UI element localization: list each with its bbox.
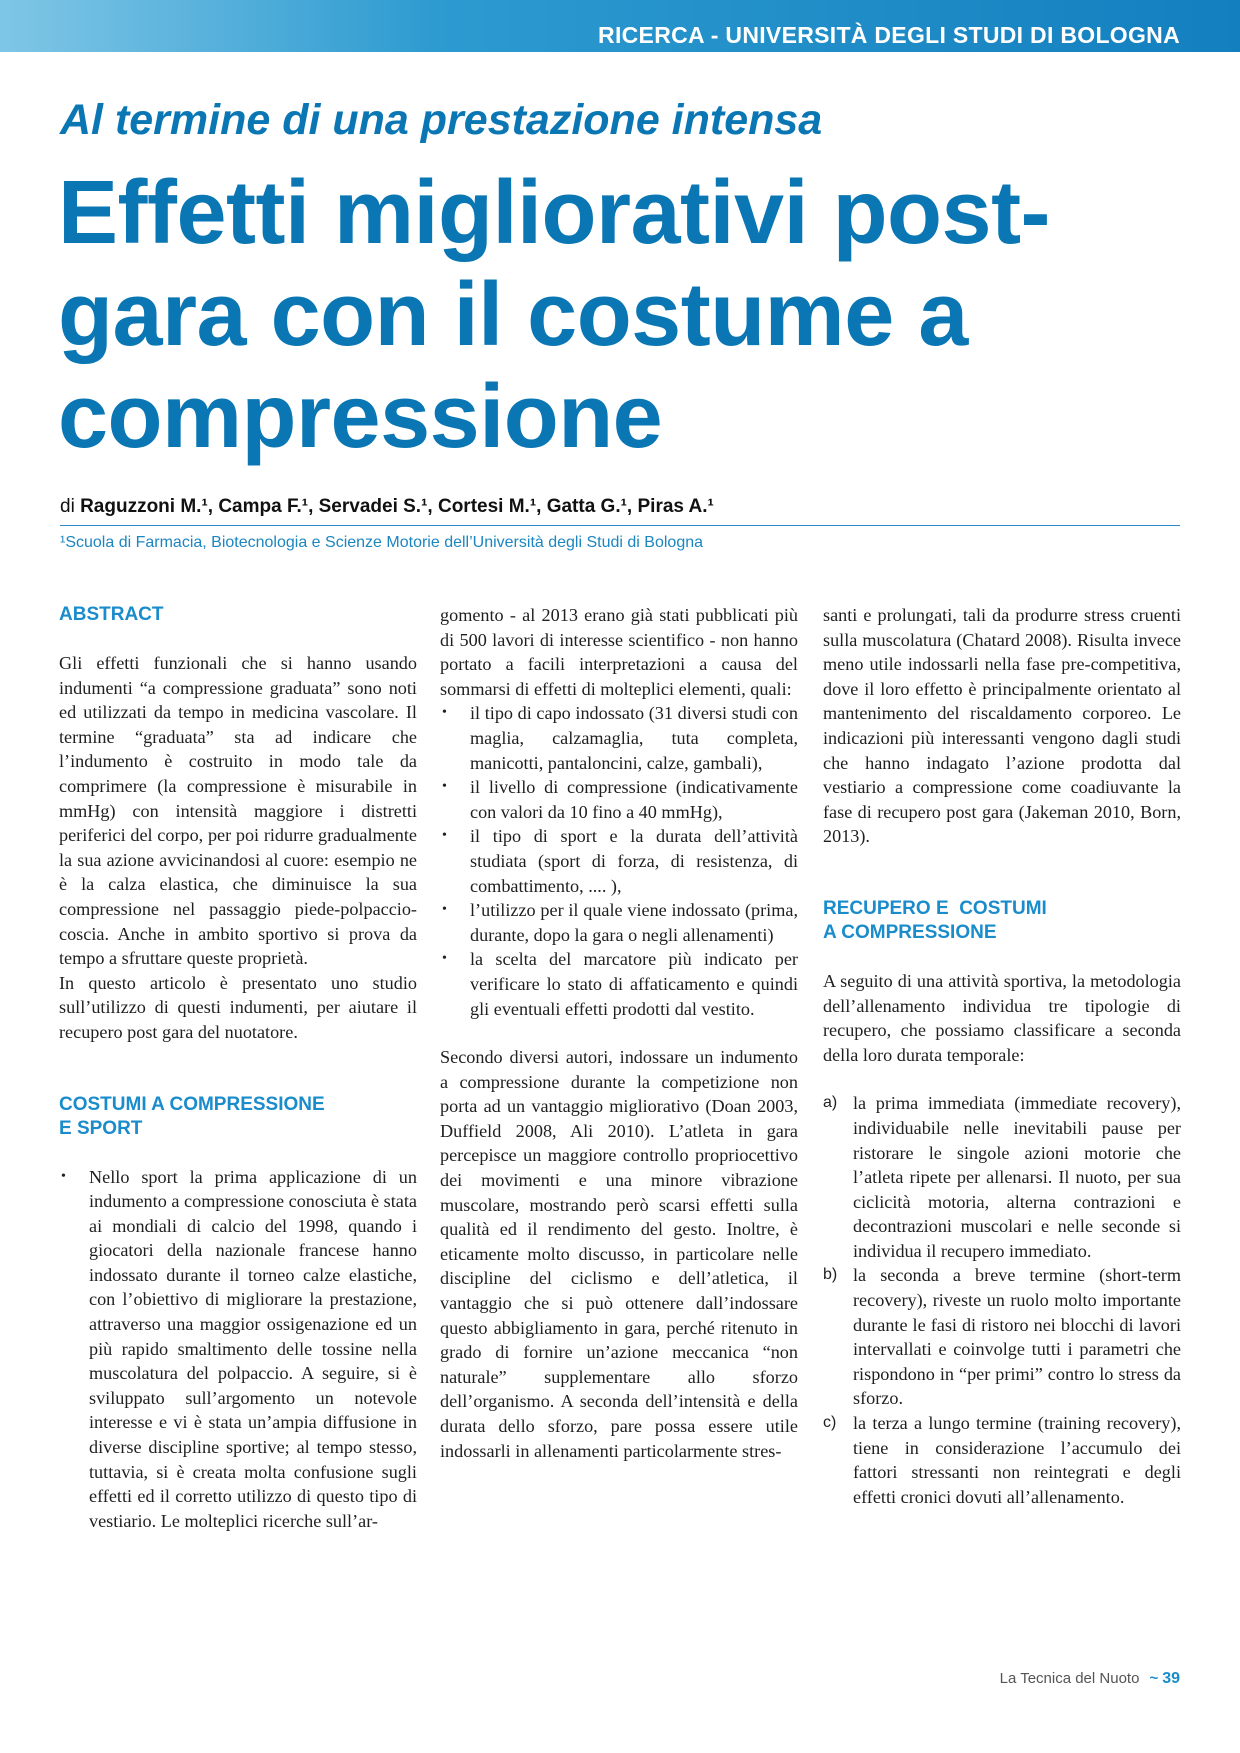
article-kicker: Al termine di una prestazione intensa	[60, 96, 823, 144]
author-byline	[60, 496, 1180, 526]
column-3-paragraph-2: A seguito di una attività sportiva, la metodologia dell’allenamento individua tre tipologie di recupero, che possiamo classificare a seconda della loro durata temporale:	[823, 970, 1181, 1065]
list-item	[823, 1091, 1181, 1263]
section-heading-line-2: A COMPRESSIONE	[823, 921, 997, 943]
list-marker: b)	[823, 1266, 838, 1284]
column-3	[823, 603, 1181, 1509]
publication-name: La Tecnica del Nuoto	[999, 1670, 1140, 1687]
column-2	[440, 603, 798, 1463]
section-heading-recovery	[823, 897, 1181, 945]
abstract-paragraph-2: In questo articolo è presentato uno studio sull’utilizzo di questi indumenti, per aiutare il recupero post gara del nuotatore.	[59, 972, 417, 1042]
list-item-text: la prima immediata (immediate recovery), individuabile nelle inevitabili pause per ristorare le singole azioni motorie che l’atleta ripete per allenarsi. Il nuoto, per sua ciclicità motoria, alterna contrazioni e decontrazioni muscolari e nelle seconde si individua il recupero immediato.	[853, 1093, 1181, 1261]
page-footer	[1000, 1670, 1180, 1688]
column-2-intro: gomento - al 2013 erano già stati pubblicati più di 500 lavori di interesse scientifico - non hanno portato a facili interpretazioni a causa del sommarsi di effetti di molteplici elementi, quali:	[440, 605, 798, 699]
section-heading-line-1: RECUPERO E COSTUMI	[823, 897, 1047, 919]
list-marker: a)	[823, 1094, 838, 1112]
author-list: Raguzzoni M.¹, Campa F.¹, Servadei S.¹, Cortesi M.¹, Gatta G.¹, Piras A.¹	[80, 496, 714, 517]
recovery-types-list	[823, 1091, 1181, 1509]
list-item	[823, 1263, 1181, 1411]
author-affiliation: ¹Scuola di Farmacia, Biotecnologia e Scienze Motorie dell’Università degli Studi di Bologna	[60, 534, 704, 551]
section-header-bar	[0, 0, 1240, 52]
factors-bullet-list	[440, 701, 798, 1021]
abstract-heading: ABSTRACT	[59, 604, 164, 625]
list-item: • il livello di compressione (indicativamente con valori da 10 fino a 40 mmHg),	[440, 775, 798, 824]
list-item: • la scelta del marcatore più indicato per verificare lo stato di affaticamento e quindi gli eventuali effetti prodotti dal vestito.	[440, 947, 798, 1021]
column-1	[59, 603, 417, 1533]
sport-bullet-list	[59, 1165, 417, 1534]
section-label: RICERCA - UNIVERSITÀ DEGLI STUDI DI BOLOGNA	[598, 22, 1180, 48]
list-item: • il tipo di sport e la durata dell’attività studiata (sport di forza, di resistenza, di combattimento, .... ),	[440, 824, 798, 898]
byline-prefix: di	[60, 496, 75, 517]
wave-icon: ~	[1149, 1670, 1159, 1687]
section-heading-line-1: COSTUMI A COMPRESSIONE	[59, 1093, 325, 1115]
abstract-paragraph-1: Gli effetti funzionali che si hanno usando indumenti “a compressione graduata” sono noti ed utilizzati da tempo in medicina vascolare. Il termine “graduata” sta ad indicare che l’indumento è costruito in modo tale da comprimere (la compressione è misurabile in mmHg) con intensità maggiore i distretti periferici del corpo, per poi ridurre gradualmente la sua azione avvicinandosi al cuore: esempio ne è la calza elastica, che diminuisce la sua compressione nel passaggio piede-polpaccio-coscia. Anche in ambito sportivo si prova da tempo a sfruttare queste proprietà.	[59, 653, 417, 969]
column-3-paragraph-1: santi e prolungati, tali da produrre stress cruenti sulla muscolatura (Chatard 2008). Risulta invece meno utile indossarli nella fase pre-competitiva, dove il loro effetto è principalmente orientato al mantenimento del riscaldamento corporeo. Le indicazioni più interessanti vengono dagli studi che hanno indagato l’azione prodotta dal vestiario a compressione come coadiuvante la fase di recupero post gara (Jakeman 2010, Born, 2013).	[823, 605, 1181, 847]
list-item: • Nello sport la prima applicazione di un indumento a compressione conosciuta è stata ai mondiali di calcio del 1998, quando i giocatori della nazionale francese hanno indossato durante il torneo calze elastiche, con l’obiettivo di migliorare la prestazione, attraverso una maggior ossigenazione ed un più rapido smaltimento delle tossine nella muscolatura del polpaccio. A seguire, si è sviluppato sull’argomento un notevole interesse e vi è stata un’ampia diffusione in diverse discipline sportive; al tempo stesso, tuttavia, si è creata molta confusione sugli effetti ed il corretto utilizzo di questo tipo di vestiario. Le molteplici ricerche sull’ar-	[59, 1165, 417, 1534]
article-title: Effetti migliorativi post-gara con il costume a compressione	[58, 163, 1051, 467]
page-number: 39	[1162, 1670, 1180, 1687]
column-2-paragraph: Secondo diversi autori, indossare un indumento a compressione durante la competizione non porta ad un vantaggio migliorativo (Doan 2003, Duffield 2008, Ali 2010). L’atleta in gara percepisce un maggiore controllo propriocettivo dei movimenti e una minore vibrazione muscolare, mostrando però scarsi effetti sulla qualità ed il rendimento del gesto. Inoltre, è eticamente molto discusso, in particolare nelle discipline del ciclismo e dell’atletica, il vantaggio che si può ottenere dall’indossare questo abbigliamento in gara, perché ritenuto in grado di fornire un’azione meccanica “non naturale” supplementare allo sforzo dell’organismo. A seconda dell’intensità e della durata dello sforzo, pare possa essere utile indossarli in allenamenti particolarmente stres-	[440, 1047, 798, 1461]
list-item-text: la terza a lungo termine (training recovery), tiene in considerazione l’accumulo dei fattori stressanti non reintegrati e degli effetti cronici dovuti all’allenamento.	[853, 1413, 1181, 1507]
list-item: • il tipo di capo indossato (31 diversi studi con maglia, calzamaglia, tuta completa, manicotti, pantaloncini, calze, gambali),	[440, 701, 798, 775]
list-item	[823, 1411, 1181, 1509]
list-item: • l’utilizzo per il quale viene indossato (prima, durante, dopo la gara o negli allenamenti)	[440, 898, 798, 947]
list-marker: c)	[823, 1414, 837, 1432]
list-item-text: la seconda a breve termine (short-term recovery), riveste un ruolo molto importante durante le fasi di ristoro nei blocchi di lavori intervallati e coinvolge tutti i parametri che rispondono in “per primi” contro lo stress da sforzo.	[853, 1265, 1181, 1409]
section-heading-line-2: E SPORT	[59, 1117, 143, 1139]
section-heading-compression-sport	[59, 1093, 417, 1141]
